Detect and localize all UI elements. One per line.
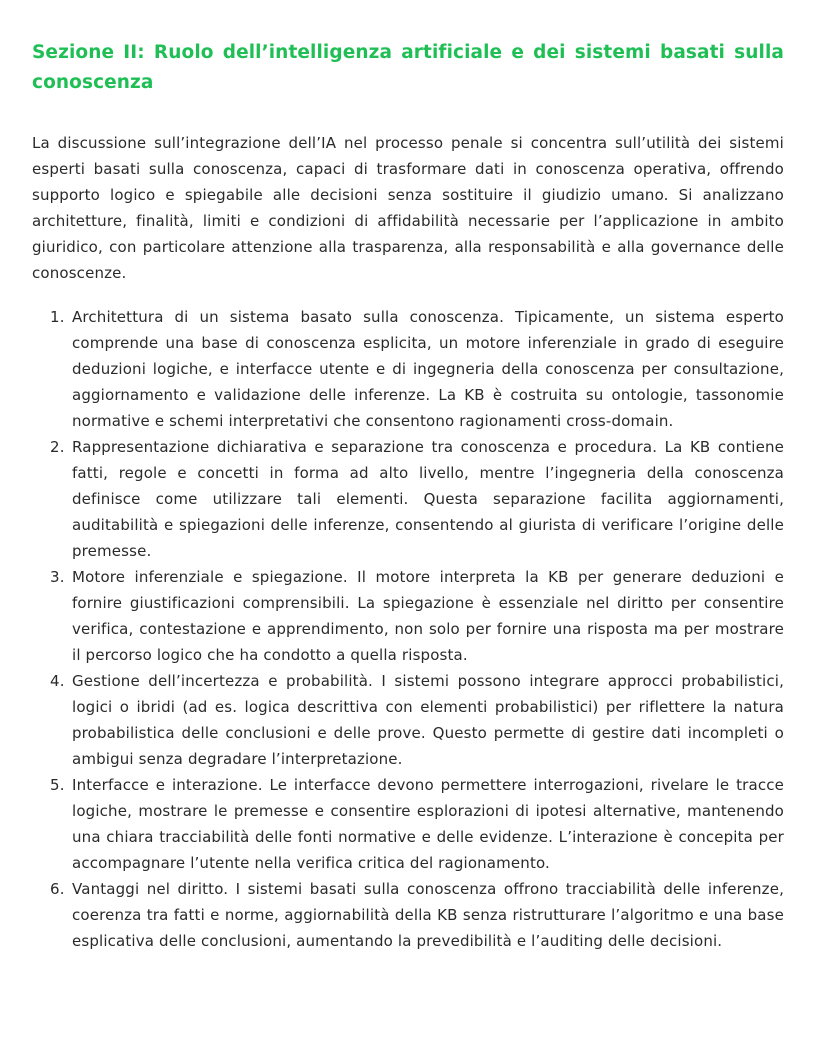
list-item-text: Interfacce e interazione. Le interfacce devono permettere interrogazioni, rivelare le tracce logiche, mostrare le premesse e consentire esplorazioni di ipotesi alternative, mantenendo una chiara tracciabilità delle fonti normative e delle evidenze. L’interazione è concepita per accompagnare l’utente nella verifica critica del ragionamento.: [72, 776, 784, 872]
list-item: [32, 668, 784, 772]
list-item-number: 3.: [50, 568, 65, 586]
list-item-text: Motore inferenziale e spiegazione. Il motore interpreta la KB per generare deduzioni e fornire giustificazioni comprensibili. La spiegazione è essenziale nel diritto per consentire verifica, contestazione e apprendimento, non solo per fornire una risposta ma per mostrare il percorso logico che ha condotto a quella risposta.: [72, 568, 784, 664]
intro-paragraph: La discussione sull’integrazione dell’IA nel processo penale si concentra sull’utilità dei sistemi esperti basati sulla conoscenza, capaci di trasformare dati in conoscenza operativa, offrendo supporto logico e spiegabile alle decisioni senza sostituire il giudizio umano. Si analizzano architetture, finalità, limiti e condizioni di affidabilità necessarie per l’applicazione in ambito giuridico, con particolare attenzione alla trasparenza, alla responsabilità e alla governance delle conoscenze.: [32, 134, 784, 282]
list-item: [32, 304, 784, 434]
list-item: [32, 876, 784, 954]
list-item-text: Rappresentazione dichiarativa e separazione tra conoscenza e procedura. La KB contiene fatti, regole e concetti in forma ad alto livello, mentre l’ingegneria della conoscenza definisce come utilizzare tali elementi. Questa separazione facilita aggiornamenti, auditabilità e spiegazioni delle inferenze, consentendo al giurista di verificare l’origine delle premesse.: [72, 438, 784, 560]
document-page: [32, 38, 784, 954]
list-item-text: Architettura di un sistema basato sulla conoscenza. Tipicamente, un sistema esperto comprende una base di conoscenza esplicita, un motore inferenziale in grado di eseguire deduzioni logiche, e interfacce utente e di ingegneria della conoscenza per consultazione, aggiornamento e validazione delle inferenze. La KB è costruita su ontologie, tassonomie normative e schemi interpretativi che consentono ragionamenti cross-domain.: [72, 308, 784, 430]
section-title: Sezione II: Ruolo dell’intelligenza artificiale e dei sistemi basati sulla conoscenza: [32, 42, 784, 93]
list-item: [32, 772, 784, 876]
list-item-text: Gestione dell’incertezza e probabilità. I sistemi possono integrare approcci probabilistici, logici o ibridi (ad es. logica descrittiva con elementi probabilistici) per riflettere la natura probabilistica delle conclusioni e delle prove. Questo permette di gestire dati incompleti o ambigui senza degradare l’interpretazione.: [72, 672, 784, 768]
list-item-number: 5.: [50, 776, 65, 794]
list-item: [32, 564, 784, 668]
list-item-number: 1.: [50, 308, 65, 326]
list-item-number: 4.: [50, 672, 65, 690]
list-item-number: 6.: [50, 880, 65, 898]
list-item: [32, 434, 784, 564]
list-item-number: 2.: [50, 438, 65, 456]
list-item-text: Vantaggi nel diritto. I sistemi basati sulla conoscenza offrono tracciabilità delle inferenze, coerenza tra fatti e norme, aggiornabilità della KB senza ristrutturare l’algoritmo e una base esplicativa delle conclusioni, aumentando la prevedibilità e l’auditing delle decisioni.: [72, 880, 784, 950]
numbered-list: [32, 304, 784, 954]
